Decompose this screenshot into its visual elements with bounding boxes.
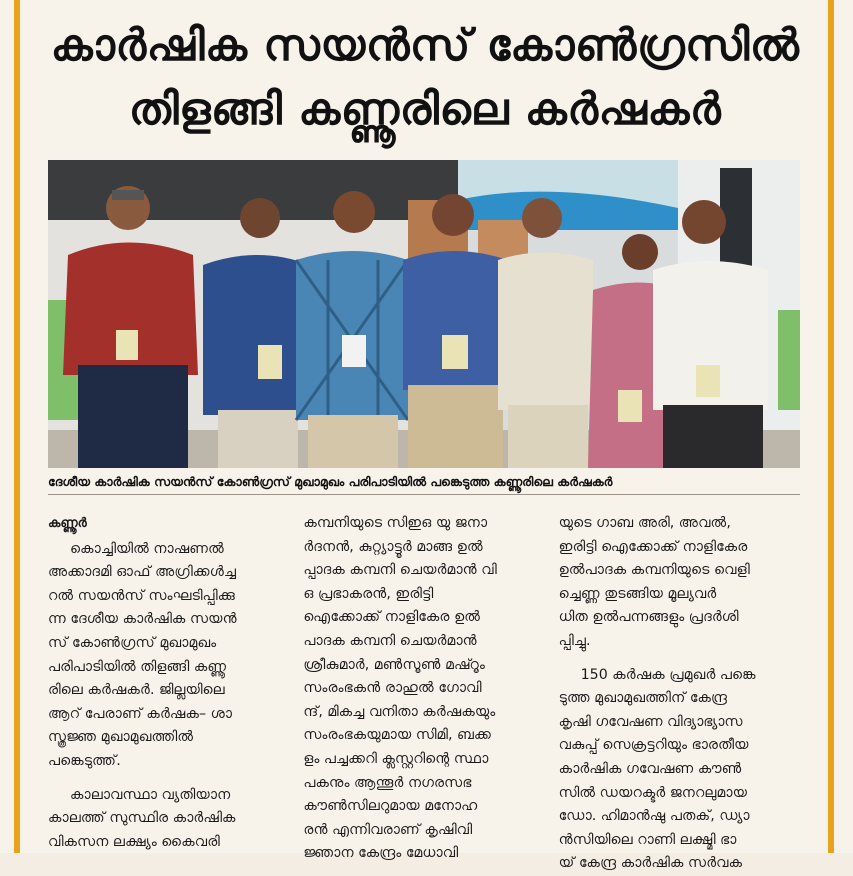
paragraph-line: കൃഷി ഗവേഷണ വിദ്യാഭ്യാസ [558, 713, 743, 730]
paragraph-line: കാർഷിക ഗവേഷണ കൗൺ [558, 760, 742, 777]
right-accent-bar [828, 0, 834, 853]
article-column-2 [303, 512, 544, 862]
paragraph-line: ഡോ. ഹിമാൻഷു പതക്, ഡ്യാ [558, 808, 750, 825]
headline-line-1: കാർഷിക സയൻസ് കോൺഗ്രസിൽ [50, 20, 800, 71]
paragraph-line: സ് കോൺഗ്രസ് മുഖാമുഖം [48, 634, 217, 651]
paragraph-line: വകുപ്പ് സെക്രട്ടറിയും ഭാരതീയ [558, 737, 749, 754]
dateline: കണ്ണൂർ [48, 516, 87, 531]
photo-caption: ദേശീയ കാർഷിക സയൻസ് കോൺഗ്രസ് മുഖാമുഖം പരിപാടിയിൽ പങ്കെടുത്ത കണ്ണൂരിലെ കർഷകർ [48, 470, 800, 495]
paragraph-line: ശ്രീകുമാർ, മൺസൂൺ മഷ്റൂം [303, 656, 485, 673]
paragraph-line: ധിത ഉൽപന്നങ്ങളും പ്രദർശി [558, 609, 739, 626]
paragraph-line: ന്ദ്, മികച്ച വനിതാ കർഷകയും [303, 703, 496, 720]
paragraph-line: കൗൺസിലറുമായ മനോഹ [303, 798, 478, 815]
article-column-1 [48, 512, 289, 853]
headline [30, 14, 820, 142]
paragraph-line: പാദക കമ്പനി ചെയർമാൻ [303, 632, 477, 649]
paragraph-line: പകനും ആന്തൂർ നഗരസഭ [303, 774, 472, 791]
headline-line-2: തിളങ്ങി കണ്ണൂരിലെ കർഷകർ [128, 84, 722, 135]
article-column-3 [558, 512, 800, 872]
article-body [48, 512, 800, 872]
paragraph-line: പ്പാദക കമ്പനി ചെയർമാൻ വി [303, 562, 497, 579]
paragraph-line: പരിപാടിയിൽ തിളങ്ങി കണ്ണൂ [48, 658, 227, 675]
paragraph-line: ഉൽപാദക കമ്പനിയുടെ വെളി [558, 562, 750, 579]
paragraph-line: അക്കാദമി ഓഫ് അഗ്രിക്കൾച്ച [48, 564, 237, 581]
paragraph-line: ച്ചെണ്ണ തുടങ്ങിയ മൂല്യവർ [558, 585, 717, 602]
paragraph-line: ൻസിയിലെ റാണി ലക്ഷ്മി ഭാ [558, 831, 737, 848]
paragraph-line: കമ്പനിയുടെ സിഇഒ യു ജനാ [303, 515, 488, 531]
paragraph-line: സിൽ ഡയറക്ടർ ജനറലുമായ [558, 784, 748, 801]
paragraph-line: രൻ എന്നിവരാണ് കൃഷിവി [303, 821, 473, 838]
paragraph-line: കാലത്ത് സുസ്ഥിര കാർഷിക [48, 810, 236, 827]
paragraph-line: യുടെ ഗാബ അരി, അവൽ, [558, 515, 731, 531]
paragraph-line: ന്ന ദേശീയ കാർഷിക സയൻ [48, 611, 237, 628]
paragraph-line: പ്പിച്ചു. [558, 632, 591, 649]
paragraph-line: പങ്കെടുത്ത്. [48, 752, 121, 769]
group-photo [48, 160, 800, 468]
paragraph-line: കാലാവസ്ഥാ വ്യതിയാന [70, 786, 231, 803]
paragraph-line: സ്ത്രജ്ഞ മുഖാമുഖത്തിൽ [48, 729, 194, 746]
paragraph-line: ഒ പ്രഭാകരൻ, ഇരിട്ടി [303, 585, 434, 602]
paragraph-line: ർദനൻ, കുറ്റ്യാട്ടൂർ മാങ്ങ ഉൽ [303, 538, 483, 555]
paragraph-line: ടുത്ത മുഖാമുഖത്തിന് കേന്ദ്ര [558, 690, 728, 707]
paragraph-line: സംരംഭകയുമായ സിമി, ബക്ക [303, 727, 491, 744]
paragraph-line: ഇരിട്ടി ഐക്കോക്ക് നാളികേര [558, 538, 748, 555]
paragraph-line: 150 കർഷക പ്രമുഖർ പങ്കെ [580, 666, 756, 683]
left-accent-bar [14, 0, 20, 853]
paragraph-line: കൊച്ചിയിൽ നാഷണൽ [70, 540, 224, 557]
paragraph-line: ആറ് പേരാണ് കർഷക– ശാ [48, 705, 233, 722]
paragraph-line: റൽ സയൻസ് സംഘടിപ്പിക്കു [48, 587, 236, 604]
paragraph-line: വികസന ലക്ഷ്യം കൈവരി [48, 833, 220, 850]
group-photo-illustration [48, 160, 800, 468]
paragraph-line: സംരംഭകൻ രാഹുൽ ഗോവി [303, 680, 482, 697]
paragraph-line: ളം പച്ചക്കറി ക്ലസ്റ്ററിന്റെ സ്ഥാ [303, 750, 489, 767]
paragraph-line: ഐക്കോക്ക് നാളികേര ഉൽ [303, 609, 481, 626]
paragraph-line: യ് കേന്ദ്ര കാർഷിക സർവക [558, 855, 743, 872]
paragraph-line: ജ്ഞാന കേന്ദ്രം മേധാവി [303, 845, 459, 862]
paragraph-line: രിലെ കർഷകർ. ജില്ലയിലെ [48, 682, 225, 699]
